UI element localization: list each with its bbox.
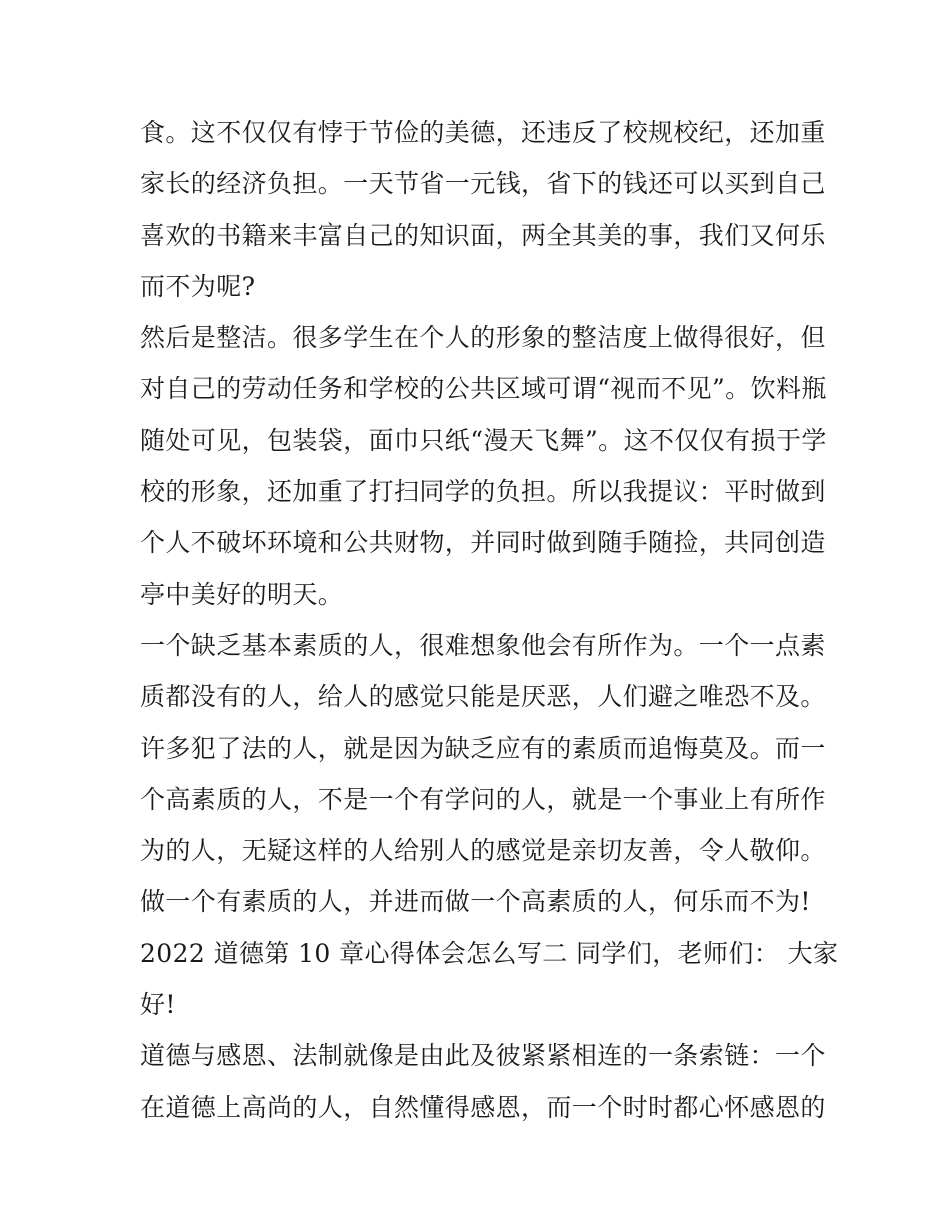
text-line-9: 个人不破坏环境和公共财物，并同时做到随手随捡，共同创造 — [140, 528, 826, 558]
text-line-20: 在道德上高尚的人，自然懂得感恩，而一个时时都心怀感恩的 — [140, 1092, 826, 1122]
document-body — [140, 107, 839, 1133]
text-line-17: 2022 道德第 10 章心得体会怎么写二 同学们，老师们： 大家 — [140, 938, 839, 968]
text-line-4: 而不为呢? — [140, 271, 256, 301]
text-line-18: 好! — [140, 990, 176, 1020]
text-line-19: 道德与感恩、法制就像是由此及彼紧紧相连的一条索链：一个 — [140, 1041, 826, 1071]
text-line-3: 喜欢的书籍来丰富自己的知识面，两全其美的事，我们又何乐 — [140, 220, 826, 250]
text-line-5: 然后是整洁。很多学生在个人的形象的整洁度上做得很好，但 — [140, 323, 826, 353]
text-line-13: 许多犯了法的人，就是因为缺乏应有的素质而追悔莫及。而一 — [140, 733, 826, 763]
text-line-10: 亭中美好的明天。 — [140, 579, 344, 609]
text-line-12: 质都没有的人，给人的感觉只能是厌恶，人们避之唯恐不及。 — [140, 682, 826, 712]
text-line-14: 个高素质的人，不是一个有学问的人，就是一个事业上有所作 — [140, 784, 826, 814]
text-line-16: 做一个有素质的人，并进而做一个高素质的人，何乐而不为! — [140, 887, 811, 917]
text-line-11: 一个缺乏基本素质的人，很难想象他会有所作为。一个一点素 — [140, 630, 826, 660]
text-line-15: 为的人，无疑这样的人给别人的感觉是亲切友善，令人敬仰。 — [140, 836, 826, 866]
text-line-7: 随处可见，包装袋，面巾只纸“漫天飞舞”。这不仅仅有损于学 — [140, 425, 827, 455]
text-line-2: 家长的经济负担。一天节省一元钱，省下的钱还可以买到自己 — [140, 169, 826, 199]
text-line-8: 校的形象，还加重了打扫同学的负担。所以我提议：平时做到 — [140, 477, 826, 507]
text-line-1: 食。这不仅仅有悖于节俭的美德，还违反了校规校纪，还加重 — [140, 118, 826, 147]
text-line-6: 对自己的劳动任务和学校的公共区域可谓“视而不见”。饮料瓶 — [140, 374, 827, 404]
